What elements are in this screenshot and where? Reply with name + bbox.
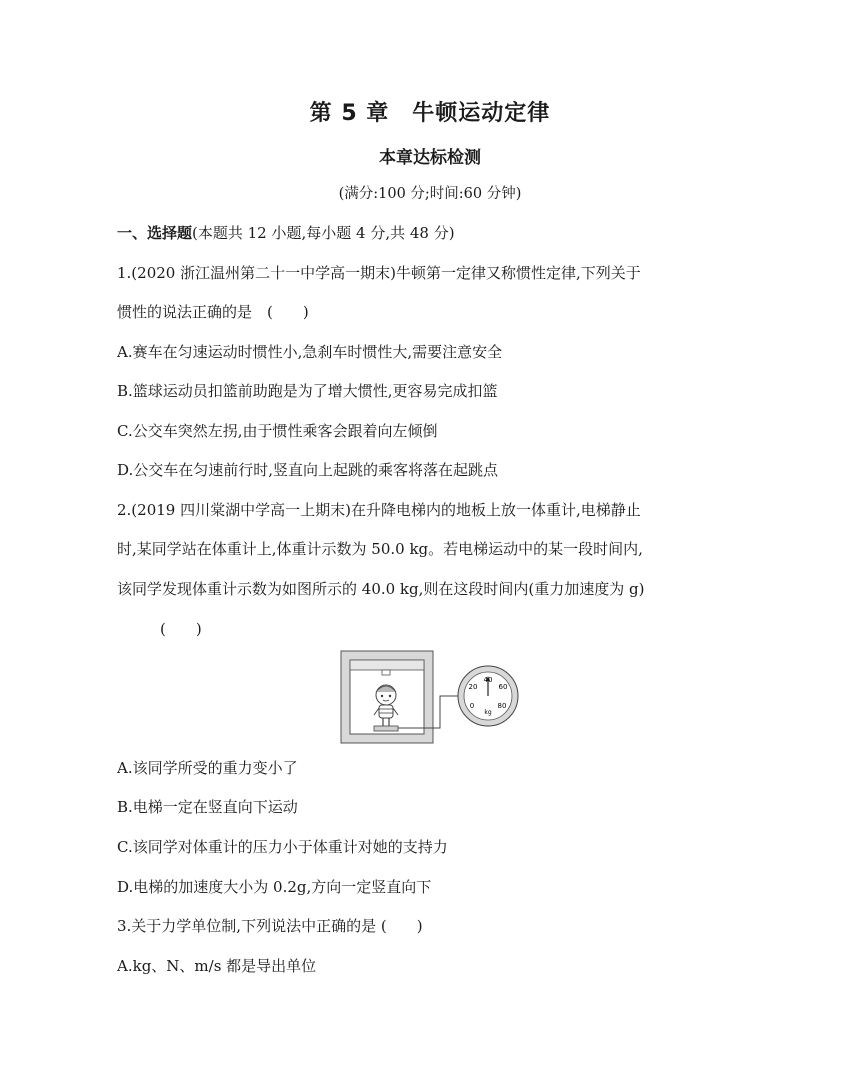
q2-option-a: A.该同学所受的重力变小了 [117,759,298,777]
q2-option-d: D.电梯的加速度大小为 0.2g,方向一定竖直向下 [117,878,432,896]
q2-stem-line3: 该同学发现体重计示数为如图所示的 40.0 kg,则在这段时间内(重力加速度为 g) [117,580,645,598]
q1-option-a: A.赛车在匀速运动时惯性小,急刹车时惯性大,需要注意安全 [117,343,503,361]
q1-option-d: D.公交车在匀速前行时,竖直向上起跳的乘客将落在起跳点 [117,461,499,479]
section-heading-row [117,222,455,243]
gauge-label-20: 20 [468,683,478,691]
q3-stem: 3.关于力学单位制,下列说法中正确的是 ( ) [117,917,423,935]
q2-option-b: B.电梯一定在竖直向下运动 [117,798,298,816]
gauge-label-80: 80 [497,702,507,710]
q2-stem-line1: 2.(2019 四川棠湖中学高一上期末)在升降电梯内的地板上放一体重计,电梯静止 [117,501,641,519]
section-heading: 一、选择题 [117,224,193,242]
q1-stem-line2: 惯性的说法正确的是 ( ) [117,303,309,321]
gauge-label-0: 0 [469,702,475,710]
chapter-title: 第 5 章 牛顿运动定律 [309,101,551,126]
section-note: (本题共 12 小题,每小题 4 分,共 48 分) [192,224,455,242]
q1-option-b: B.篮球运动员扣篮前助跑是为了增大惯性,更容易完成扣篮 [117,382,498,400]
q2-stem-line4: ( ) [160,620,202,638]
elevator-scale-diagram [340,650,530,745]
q3-option-a: A.kg、N、m/s 都是导出单位 [117,957,317,975]
scale-platform [374,726,398,731]
gauge-label-60: 60 [498,683,508,691]
gauge-unit: kg [484,709,492,716]
scale-gauge [458,666,518,726]
score-info: (满分:100 分;时间:60 分钟) [338,186,522,202]
q1-option-c: C.公交车突然左拐,由于惯性乘客会跟着向左倾倒 [117,422,438,440]
q2-stem-line2: 时,某同学站在体重计上,体重计示数为 50.0 kg。若电梯运动中的某一段时间内, [117,540,643,558]
gauge-label-40: 40 [483,676,493,684]
elevator-figure [340,650,530,745]
q2-option-c: C.该同学对体重计的压力小于体重计对她的支持力 [117,838,448,856]
chapter-subtitle: 本章达标检测 [379,148,481,168]
q1-stem-line1: 1.(2020 浙江温州第二十一中学高一期末)牛顿第一定律又称惯性定律,下列关于 [117,264,641,282]
